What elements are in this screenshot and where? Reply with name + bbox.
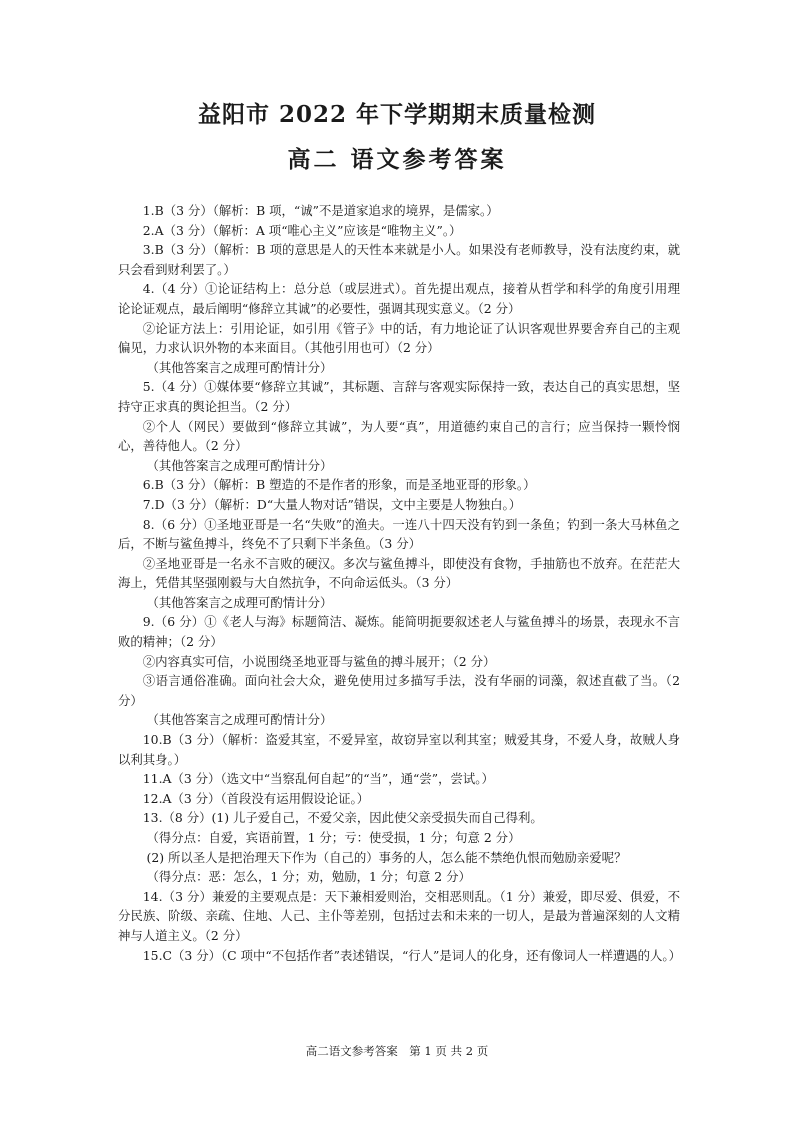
answer-12: 12.A（3 分）（首段没有运用假设论证。） xyxy=(142,790,370,806)
answer-13-part-2: (2) 所以圣人是把治理天下作为（自己的）事务的人，怎么能不禁绝仇恨而勉励亲爱呢？ xyxy=(146,849,627,865)
answer-4-note: （其他答案言之成理可酌情计分） xyxy=(146,359,333,375)
answer-9-point-1: 9.（6 分）①《老人与海》标题简洁、凝炼。能简明扼要叙述老人与鲨鱼搏斗的场景，表现永不言败的精神；（2 分） xyxy=(118,614,680,650)
answer-10: 10.B（3 分）（解析：盗爱其室，不爱异室，故窃异室以利其室；贼爱其身，不爱人身，故贼人身以利其身。） xyxy=(118,732,680,767)
answer-9-point-2: ②内容真实可信，小说围绕圣地亚哥与鲨鱼的搏斗展开；（2 分） xyxy=(142,653,496,669)
answer-6: 6.B（3 分）（解析：B 塑造的不是作者的形象，而是圣地亚哥的形象。） xyxy=(142,477,536,493)
answer-1: 1.B（3 分）（解析：B 项，“诚”不是道家追求的境界，是儒家。） xyxy=(142,203,499,218)
answer-15: 15.C（3 分）（C 项中“不包括作者”表述错误，“行人”是词人的化身，还有像词人一样遭遇的人。） xyxy=(142,947,682,963)
answer-2: 2.A（3 分）（解析：A 项“唯心主义”应该是“唯物主义”。） xyxy=(142,222,462,238)
answer-8-point-1: 8.（6 分）①圣地亚哥是一名“失败”的渔夫。一连八十四天没有钓到一条鱼；钓到一条大马林鱼之后，不断与鲨鱼搏斗，终免不了只剩下半条鱼。（3 分） xyxy=(118,516,680,552)
page-title: 益阳市 2022 年下学期期末质量检测 xyxy=(197,101,597,128)
answer-9-note: （其他答案言之成理可酌情计分） xyxy=(146,712,333,728)
answer-14: 14.（3 分）兼爱的主要观点是：天下兼相爱则治，交相恶则乱。（1 分）兼爱，即尽爱、俱爱，不分民族、阶级、亲疏、住地、人己、主仆等差别，包括过去和未来的一切人，是最为普遍深刻的人文精神与人道主义。（2 分） xyxy=(118,888,680,943)
answer-4-point-1: 4.（4 分）①论证结构上：总分总（或层进式）。首先提出观点，接着从哲学和科学的角度引用理论论证观点，最后阐明“修辞立其诚”的必要性，强调其现实意义。（2 分） xyxy=(118,281,680,316)
page-subtitle: 高二 语文参考答案 xyxy=(287,146,507,173)
answer-13-scoring-2: （得分点：恶：怎么，1 分；劝，勉励，1 分；句意 2 分） xyxy=(146,869,471,885)
answer-list xyxy=(118,201,680,965)
answer-5-point-1: 5.（4 分）①媒体要“修辞立其诚”，其标题、言辞与客观实际保持一致，表达自己的真实思想，坚持守正求真的舆论担当。（2 分） xyxy=(118,379,680,414)
answer-5-point-2: ②个人（网民）要做到“修辞立其诚”，为人要“真”，用道德约束自己的言行；应当保持一颗怜悯心，善待他人。（2 分） xyxy=(118,418,680,454)
answer-9-point-3: ③语言通俗准确。面向社会大众，避免使用过多描写手法，没有华丽的词藻，叙述直截了当。（2 分） xyxy=(118,673,680,708)
answer-5-note: （其他答案言之成理可酌情计分） xyxy=(146,457,333,473)
answer-7: 7.D（3 分）（解析：D“大量人物对话”错误，文中主要是人物独白。） xyxy=(142,496,522,512)
answer-8-note: （其他答案言之成理可酌情计分） xyxy=(146,594,333,610)
answer-13-scoring-1: （得分点：自爱，宾语前置，1 分；亏：使受损，1 分；句意 2 分） xyxy=(146,830,521,845)
answer-8-point-2: ②圣地亚哥是一名永不言败的硬汉。多次与鲨鱼搏斗，即使没有食物，手抽筋也不放弃。在茫茫大海上，凭借其坚强刚毅与大自然抗争，不向命运低头。（3 分） xyxy=(118,555,680,591)
page-footer: 高二语文参考答案 第 1 页 共 2 页 xyxy=(305,1044,489,1058)
answer-3: 3.B（3 分）（解析：B 项的意思是人的天性本来就是小人。如果没有老师教导，没有法度约束，就只会看到财利罢了。） xyxy=(118,242,680,277)
answer-4-point-2: ②论证方法上：引用论证，如引用《管子》中的话，有力地论证了认识客观世界要舍弃自己的主观偏见，力求认识外物的本来面目。（其他引用也可）（2 分） xyxy=(118,320,680,356)
answer-13-part-1: 13.（8 分）(1) 儿子爱自己，不爱父亲，因此使父亲受损失而自己得利。 xyxy=(142,810,543,826)
answer-11: 11.A（3 分）（选文中“当察乱何自起”的“当”，通“尝”，尝试。） xyxy=(142,771,494,787)
